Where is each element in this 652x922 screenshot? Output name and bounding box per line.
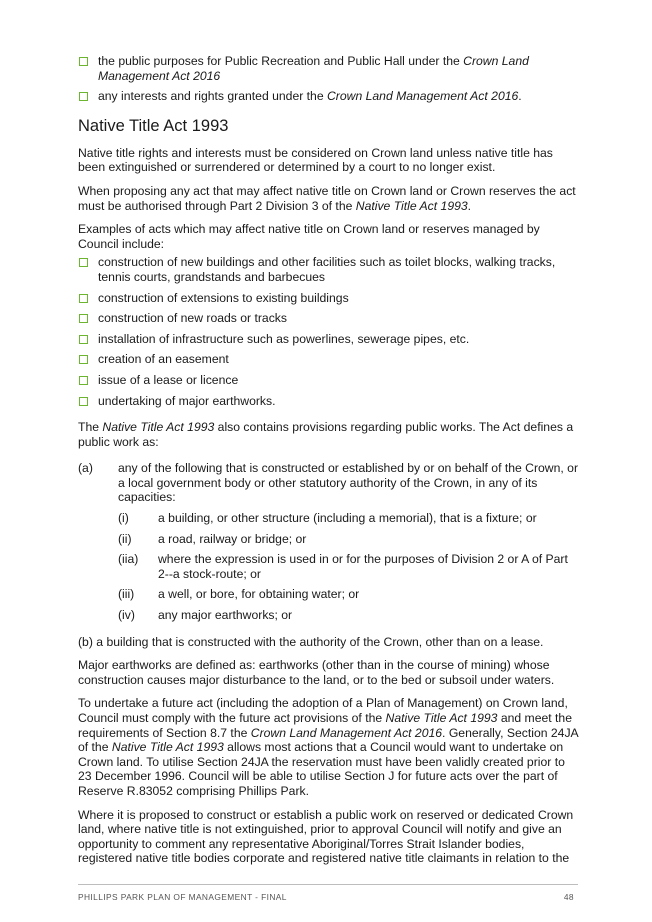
sub-item (78, 587, 578, 602)
checkbox-bullet-icon (79, 376, 88, 385)
page-footer (78, 884, 578, 902)
list-item: issue of a lease or licence (78, 373, 578, 388)
paragraph-major-earthworks: Major earthworks are defined as: earthworks (other than in the course of mining) whose construction causes major disturbance to the land, or to the bed or subsoil under waters. (78, 658, 555, 687)
definition-b: (b) a building that is constructed with the authority of the Crown, other than on a lease. (78, 634, 544, 649)
paragraph-act-authorisation: When proposing any act that may affect native title on Crown land or Crown reserves the act must be authorised through Part 2 Division 3 of the Native Title Act 1993. (78, 183, 576, 213)
list-item: construction of new roads or tracks (78, 311, 578, 326)
sub-item (78, 608, 578, 623)
checkbox-bullet-icon (79, 294, 88, 303)
list-item: installation of infrastructure such as powerlines, sewerage pipes, etc. (78, 332, 578, 347)
sub-item (78, 552, 578, 581)
page-number: 48 (563, 892, 574, 902)
paragraph-public-works: The Native Title Act 1993 also contains provisions regarding public works. The Act defines a public work as: (78, 420, 574, 449)
intro-bullet-list (78, 54, 578, 104)
paragraph-future-act: To undertake a future act (including the adoption of a Plan of Management) on Crown land, Council must comply with the future act provisions of the Native Title Act 1993 and meet the requirements of Section 8.7 the Crown Land Management Act 2016. Generally, Section 24JA of the Native Title Act 1993 allows most actions that a Council would want to undertake on Crown land. To utilise Section 24JA the reservation must have been validly created prior to 23 December 1996. Council will be able to utilise Section J for future acts over the part of Reserve R.83052 comprising Phillips Park. (78, 696, 578, 798)
section-heading: Native Title Act 1993 (78, 116, 229, 135)
paragraph-examples-intro: Examples of acts which may affect native title on Crown land or reserves managed by Council include: (78, 222, 540, 251)
sub-item-label: (iv) (118, 608, 135, 623)
sub-item-label: (iia) (118, 552, 139, 567)
sub-item-text: where the expression is used in or for the purposes of Division 2 or A of Part 2--a stock-route; or (158, 552, 568, 581)
checkbox-bullet-icon (79, 355, 88, 364)
checkbox-bullet-icon (79, 314, 88, 323)
sub-item-text: a well, or bore, for obtaining water; or (158, 587, 360, 602)
list-item: creation of an easement (78, 352, 578, 367)
paragraph-public-work-notification: Where it is proposed to construct or establish a public work on reserved or dedicated Crown land, where native title is not extinguished, prior to approval Council will notify and give an opportunity to comment any representative Aboriginal/Torres Strait Islander bodies, registered native title bodies corporate and registered native title claimants in relation to the (78, 807, 574, 866)
checkbox-bullet-icon (79, 92, 88, 101)
sub-item (78, 511, 578, 526)
checkbox-bullet-icon (79, 258, 88, 267)
sub-item-label: (iii) (118, 587, 135, 602)
checkbox-bullet-icon (79, 397, 88, 406)
definition-text: any of the following that is constructed or established by or on behalf of the Crown, or a local government body or other statutory authority of the Crown, in any of its capacities: (118, 461, 579, 505)
list-item: construction of new buildings and other facilities such as toilet blocks, walking tracks, tennis courts, grandstands and barbecues (78, 255, 578, 284)
sub-item-text: a road, railway or bridge; or (158, 531, 307, 546)
sub-item-label: (ii) (118, 531, 132, 546)
footer-document-title: PHILLIPS PARK PLAN OF MANAGEMENT - FINAL (78, 892, 287, 902)
sub-item-text: any major earthworks; or (158, 608, 293, 623)
definition-a (78, 461, 578, 505)
sub-item-text: a building, or other structure (including a memorial), that is a fixture; or (158, 511, 537, 526)
document-body (78, 54, 578, 875)
list-item: any interests and rights granted under the Crown Land Management Act 2016. (78, 89, 578, 104)
checkbox-bullet-icon (79, 57, 88, 66)
list-item: construction of extensions to existing buildings (78, 291, 578, 306)
list-item: the public purposes for Public Recreation and Public Hall under the Crown Land Management Act 2016 (78, 54, 578, 83)
checkbox-bullet-icon (79, 335, 88, 344)
list-item: undertaking of major earthworks. (78, 394, 578, 409)
sub-item-label: (i) (118, 511, 129, 526)
paragraph-native-title-intro: Native title rights and interests must be considered on Crown land unless native title has been extinguished or surrendered or determined by a court to no longer exist. (78, 145, 553, 175)
sub-item (78, 532, 578, 547)
definition-label: (a) (78, 461, 93, 476)
act-examples-list (78, 255, 578, 408)
